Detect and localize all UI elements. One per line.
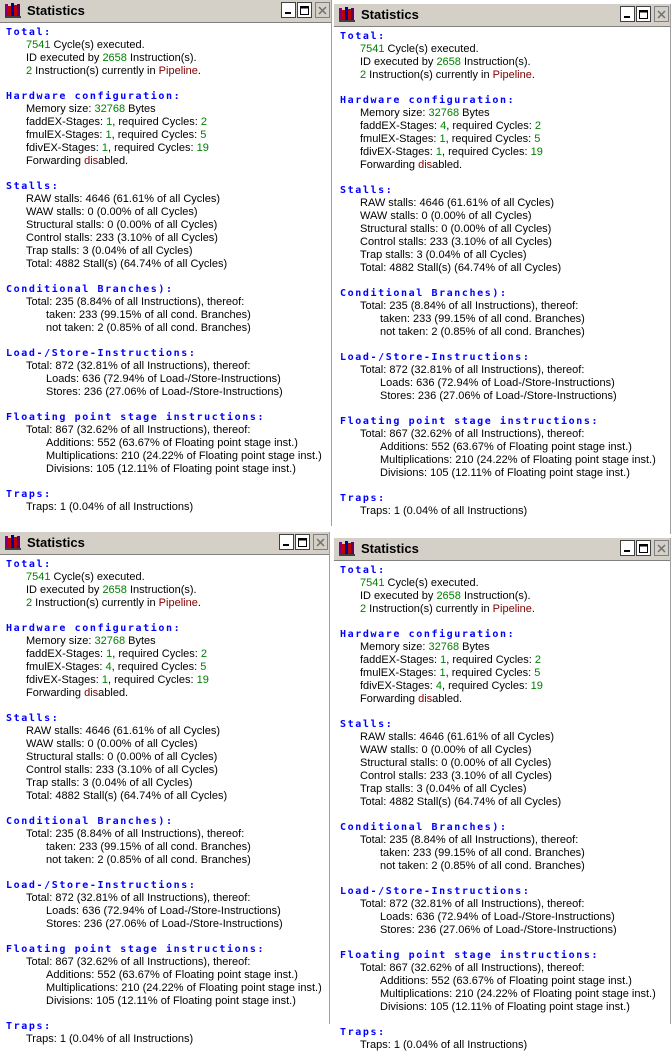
section-heading-floating-point: Floating point stage instructions:: [340, 416, 600, 427]
close-icon: [657, 10, 666, 19]
fp-additions-line: Additions: 552 (63.67% of Floating point stage inst.): [380, 441, 632, 453]
statistics-content: [334, 27, 671, 518]
fadd-stages-line: faddEX-Stages: 4, required Cycles: 2: [360, 120, 542, 132]
loads-line: Loads: 636 (72.94% of Load-/Store-Instructions): [46, 373, 281, 385]
fp-total-line: Total: 867 (32.62% of all Instructions), thereof:: [360, 428, 585, 440]
trap-stalls-line: Trap stalls: 3 (0.04% of all Cycles): [26, 245, 193, 257]
section-heading-traps: Traps:: [340, 493, 386, 504]
total-stalls-line: Total: 4882 Stall(s) (64.74% of all Cycles): [26, 258, 228, 270]
loadstore-total-line: Total: 872 (32.81% of all Instructions), thereof:: [360, 364, 585, 376]
minimize-button[interactable]: [279, 534, 294, 550]
section-heading-hardware: Hardware configuration:: [340, 95, 516, 106]
section-heading-loadstore: Load-/Store-Instructions:: [6, 880, 197, 891]
section-heading-total: Total:: [340, 31, 386, 42]
structural-stalls-line: Structural stalls: 0 (0.00% of all Cycles): [26, 751, 218, 763]
loadstore-total-line: Total: 872 (32.81% of all Instructions), thereof:: [360, 898, 585, 910]
fadd-stages-line: faddEX-Stages: 1, required Cycles: 2: [360, 654, 542, 666]
title-bar[interactable]: [0, 0, 332, 23]
minimize-button[interactable]: [281, 2, 296, 18]
fp-multiplications-line: Multiplications: 210 (24.22% of Floating point stage inst.): [46, 450, 322, 462]
fp-divisions-line: Divisions: 105 (12.11% of Floating point stage inst.): [46, 995, 296, 1007]
close-icon: [657, 544, 666, 553]
fp-additions-line: Additions: 552 (63.67% of Floating point stage inst.): [380, 975, 632, 987]
title-bar[interactable]: [334, 4, 671, 27]
close-button[interactable]: [654, 6, 669, 22]
raw-stalls-line: RAW stalls: 4646 (61.61% of all Cycles): [26, 193, 220, 205]
control-stalls-line: Control stalls: 233 (3.10% of all Cycles): [26, 232, 218, 244]
statistics-window: [334, 538, 671, 1051]
stores-line: Stores: 236 (27.06% of Load-/Store-Instructions): [46, 386, 283, 398]
fmul-stages-line: fmulEX-Stages: 1, required Cycles: 5: [26, 129, 207, 141]
branches-taken-line: taken: 233 (99.15% of all cond. Branches): [46, 841, 251, 853]
section-heading-stalls: Stalls:: [6, 181, 60, 192]
memory-size-line: Memory size: 32768 Bytes: [360, 641, 490, 653]
forwarding-line: Forwarding disabled.: [26, 155, 129, 167]
id-executed-line: ID executed by 2658 Instruction(s).: [360, 590, 531, 602]
fp-divisions-line: Divisions: 105 (12.11% of Floating point stage inst.): [380, 467, 630, 479]
raw-stalls-line: RAW stalls: 4646 (61.61% of all Cycles): [26, 725, 220, 737]
memory-size-line: Memory size: 32768 Bytes: [26, 635, 156, 647]
forwarding-line: Forwarding disabled.: [26, 687, 129, 699]
structural-stalls-line: Structural stalls: 0 (0.00% of all Cycles): [360, 757, 552, 769]
traps-line: Traps: 1 (0.04% of all Instructions): [360, 1039, 528, 1051]
window-title: Statistics: [361, 7, 419, 22]
maximize-icon: [298, 538, 307, 547]
branches-total-line: Total: 235 (8.84% of all Instructions), thereof:: [360, 834, 579, 846]
waw-stalls-line: WAW stalls: 0 (0.00% of all Cycles): [360, 210, 532, 222]
stores-line: Stores: 236 (27.06% of Load-/Store-Instructions): [380, 390, 617, 402]
fp-multiplications-line: Multiplications: 210 (24.22% of Floating point stage inst.): [380, 454, 656, 466]
total-stalls-line: Total: 4882 Stall(s) (64.74% of all Cycles): [360, 262, 562, 274]
section-heading-total: Total:: [6, 559, 52, 570]
window-title: Statistics: [361, 541, 419, 556]
statistics-window: [334, 4, 671, 534]
raw-stalls-line: RAW stalls: 4646 (61.61% of all Cycles): [360, 197, 554, 209]
section-heading-floating-point: Floating point stage instructions:: [340, 950, 600, 961]
close-button[interactable]: [313, 534, 328, 550]
section-heading-stalls: Stalls:: [6, 713, 60, 724]
pipeline-line: 2 Instruction(s) currently in Pipeline.: [360, 69, 535, 81]
close-button[interactable]: [654, 540, 669, 556]
window-title: Statistics: [27, 3, 85, 18]
branches-not-taken-line: not taken: 2 (0.85% of all cond. Branches): [380, 326, 585, 338]
section-heading-hardware: Hardware configuration:: [6, 91, 182, 102]
loads-line: Loads: 636 (72.94% of Load-/Store-Instructions): [380, 377, 615, 389]
structural-stalls-line: Structural stalls: 0 (0.00% of all Cycles): [360, 223, 552, 235]
raw-stalls-line: RAW stalls: 4646 (61.61% of all Cycles): [360, 731, 554, 743]
memory-size-line: Memory size: 32768 Bytes: [26, 103, 156, 115]
fadd-stages-line: faddEX-Stages: 1, required Cycles: 2: [26, 116, 208, 128]
section-heading-hardware: Hardware configuration:: [340, 629, 516, 640]
maximize-icon: [639, 544, 648, 553]
cycles-executed-line: 7541 Cycle(s) executed.: [360, 43, 479, 55]
branches-not-taken-line: not taken: 2 (0.85% of all cond. Branches): [46, 854, 251, 866]
statistics-books-icon: [5, 3, 21, 18]
cycles-executed-line: 7541 Cycle(s) executed.: [26, 571, 145, 583]
stores-line: Stores: 236 (27.06% of Load-/Store-Instructions): [46, 918, 283, 930]
fp-multiplications-line: Multiplications: 210 (24.22% of Floating point stage inst.): [380, 988, 656, 1000]
total-stalls-line: Total: 4882 Stall(s) (64.74% of all Cycles): [360, 796, 562, 808]
fmul-stages-line: fmulEX-Stages: 1, required Cycles: 5: [360, 667, 541, 679]
control-stalls-line: Control stalls: 233 (3.10% of all Cycles): [26, 764, 218, 776]
forwarding-line: Forwarding disabled.: [360, 693, 463, 705]
minimize-icon: [623, 10, 632, 19]
section-heading-stalls: Stalls:: [340, 185, 394, 196]
fmul-stages-line: fmulEX-Stages: 4, required Cycles: 5: [26, 661, 207, 673]
statistics-content: [0, 555, 330, 1046]
fdiv-stages-line: fdivEX-Stages: 1, required Cycles: 19: [26, 142, 209, 154]
minimize-button[interactable]: [620, 540, 635, 556]
id-executed-line: ID executed by 2658 Instruction(s).: [26, 52, 197, 64]
statistics-content: [0, 23, 332, 514]
section-heading-loadstore: Load-/Store-Instructions:: [6, 348, 197, 359]
stores-line: Stores: 236 (27.06% of Load-/Store-Instructions): [380, 924, 617, 936]
branches-not-taken-line: not taken: 2 (0.85% of all cond. Branches): [380, 860, 585, 872]
pipeline-line: 2 Instruction(s) currently in Pipeline.: [360, 603, 535, 615]
statistics-window: [0, 532, 330, 1045]
pipeline-line: 2 Instruction(s) currently in Pipeline.: [26, 597, 201, 609]
maximize-button[interactable]: [295, 534, 310, 550]
control-stalls-line: Control stalls: 233 (3.10% of all Cycles): [360, 236, 552, 248]
branches-taken-line: taken: 233 (99.15% of all cond. Branches): [380, 313, 585, 325]
section-heading-traps: Traps:: [6, 1021, 52, 1032]
pipeline-line: 2 Instruction(s) currently in Pipeline.: [26, 65, 201, 77]
fp-divisions-line: Divisions: 105 (12.11% of Floating point stage inst.): [46, 463, 296, 475]
branches-taken-line: taken: 233 (99.15% of all cond. Branches): [380, 847, 585, 859]
total-stalls-line: Total: 4882 Stall(s) (64.74% of all Cycles): [26, 790, 228, 802]
structural-stalls-line: Structural stalls: 0 (0.00% of all Cycles): [26, 219, 218, 231]
forwarding-line: Forwarding disabled.: [360, 159, 463, 171]
title-bar[interactable]: [334, 538, 671, 561]
traps-line: Traps: 1 (0.04% of all Instructions): [360, 505, 528, 517]
control-stalls-line: Control stalls: 233 (3.10% of all Cycles): [360, 770, 552, 782]
section-heading-traps: Traps:: [340, 1027, 386, 1038]
cycles-executed-line: 7541 Cycle(s) executed.: [26, 39, 145, 51]
fmul-stages-line: fmulEX-Stages: 1, required Cycles: 5: [360, 133, 541, 145]
fp-multiplications-line: Multiplications: 210 (24.22% of Floating point stage inst.): [46, 982, 322, 994]
statistics-books-icon: [5, 535, 21, 550]
minimize-icon: [623, 544, 632, 553]
id-executed-line: ID executed by 2658 Instruction(s).: [26, 584, 197, 596]
branches-total-line: Total: 235 (8.84% of all Instructions), thereof:: [26, 828, 245, 840]
fp-additions-line: Additions: 552 (63.67% of Floating point stage inst.): [46, 969, 298, 981]
section-heading-branches: Conditional Branches):: [340, 822, 508, 833]
waw-stalls-line: WAW stalls: 0 (0.00% of all Cycles): [360, 744, 532, 756]
section-heading-stalls: Stalls:: [340, 719, 394, 730]
loads-line: Loads: 636 (72.94% of Load-/Store-Instructions): [46, 905, 281, 917]
waw-stalls-line: WAW stalls: 0 (0.00% of all Cycles): [26, 206, 198, 218]
minimize-icon: [284, 6, 293, 15]
branches-not-taken-line: not taken: 2 (0.85% of all cond. Branches): [46, 322, 251, 334]
section-heading-loadstore: Load-/Store-Instructions:: [340, 886, 531, 897]
branches-taken-line: taken: 233 (99.15% of all cond. Branches): [46, 309, 251, 321]
section-heading-total: Total:: [6, 27, 52, 38]
branches-total-line: Total: 235 (8.84% of all Instructions), thereof:: [26, 296, 245, 308]
id-executed-line: ID executed by 2658 Instruction(s).: [360, 56, 531, 68]
section-heading-branches: Conditional Branches):: [6, 816, 174, 827]
maximize-icon: [639, 10, 648, 19]
close-icon: [318, 6, 327, 15]
statistics-window: [0, 0, 332, 526]
section-heading-hardware: Hardware configuration:: [6, 623, 182, 634]
waw-stalls-line: WAW stalls: 0 (0.00% of all Cycles): [26, 738, 198, 750]
title-bar[interactable]: [0, 532, 330, 555]
section-heading-floating-point: Floating point stage instructions:: [6, 944, 266, 955]
maximize-button[interactable]: [297, 2, 312, 18]
section-heading-loadstore: Load-/Store-Instructions:: [340, 352, 531, 363]
maximize-icon: [300, 6, 309, 15]
branches-total-line: Total: 235 (8.84% of all Instructions), thereof:: [360, 300, 579, 312]
minimize-button[interactable]: [620, 6, 635, 22]
fadd-stages-line: faddEX-Stages: 1, required Cycles: 2: [26, 648, 208, 660]
close-icon: [316, 538, 325, 547]
section-heading-floating-point: Floating point stage instructions:: [6, 412, 266, 423]
statistics-content: [334, 561, 671, 1052]
statistics-books-icon: [339, 7, 355, 22]
fp-total-line: Total: 867 (32.62% of all Instructions), thereof:: [26, 424, 251, 436]
maximize-button[interactable]: [636, 6, 651, 22]
traps-line: Traps: 1 (0.04% of all Instructions): [26, 501, 194, 513]
trap-stalls-line: Trap stalls: 3 (0.04% of all Cycles): [360, 783, 527, 795]
minimize-icon: [282, 538, 291, 547]
loads-line: Loads: 636 (72.94% of Load-/Store-Instructions): [380, 911, 615, 923]
loadstore-total-line: Total: 872 (32.81% of all Instructions), thereof:: [26, 360, 251, 372]
statistics-books-icon: [339, 541, 355, 556]
cycles-executed-line: 7541 Cycle(s) executed.: [360, 577, 479, 589]
section-heading-traps: Traps:: [6, 489, 52, 500]
section-heading-branches: Conditional Branches):: [340, 288, 508, 299]
fdiv-stages-line: fdivEX-Stages: 1, required Cycles: 19: [26, 674, 209, 686]
fp-divisions-line: Divisions: 105 (12.11% of Floating point stage inst.): [380, 1001, 630, 1013]
fp-total-line: Total: 867 (32.62% of all Instructions), thereof:: [360, 962, 585, 974]
memory-size-line: Memory size: 32768 Bytes: [360, 107, 490, 119]
traps-line: Traps: 1 (0.04% of all Instructions): [26, 1033, 194, 1045]
section-heading-total: Total:: [340, 565, 386, 576]
maximize-button[interactable]: [636, 540, 651, 556]
fdiv-stages-line: fdivEX-Stages: 4, required Cycles: 19: [360, 680, 543, 692]
fp-additions-line: Additions: 552 (63.67% of Floating point stage inst.): [46, 437, 298, 449]
trap-stalls-line: Trap stalls: 3 (0.04% of all Cycles): [360, 249, 527, 261]
fp-total-line: Total: 867 (32.62% of all Instructions), thereof:: [26, 956, 251, 968]
section-heading-branches: Conditional Branches):: [6, 284, 174, 295]
loadstore-total-line: Total: 872 (32.81% of all Instructions), thereof:: [26, 892, 251, 904]
trap-stalls-line: Trap stalls: 3 (0.04% of all Cycles): [26, 777, 193, 789]
window-title: Statistics: [27, 535, 85, 550]
close-button[interactable]: [315, 2, 330, 18]
fdiv-stages-line: fdivEX-Stages: 1, required Cycles: 19: [360, 146, 543, 158]
